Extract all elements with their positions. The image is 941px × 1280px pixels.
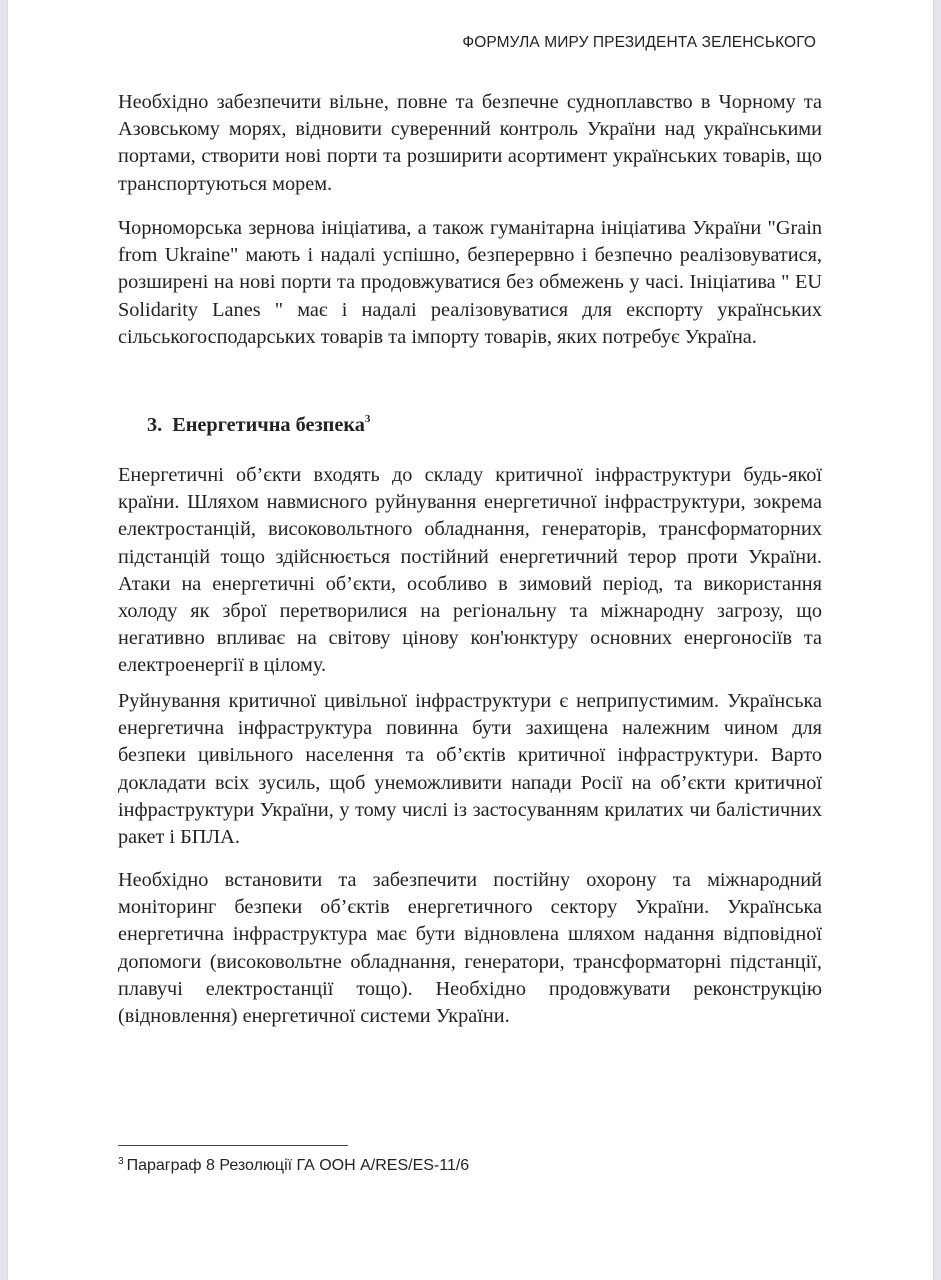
paragraph-grain-initiative: Чорноморська зернова ініціатива, а також гуманітарна ініціатива України "Grain from Ukraine" мають і надалі успішно, безперервно і безпечно реалізовуватися, розширені на нові порти та продовжуватися без обмежень у часі. Ініціатива " EU Solidarity Lanes " має і надалі реалізовуватися для експорту українських сільськогосподарських товарів та імпорту товарів, яких потребує Україна.: [118, 217, 822, 348]
section-title: Енергетична безпека: [172, 414, 365, 436]
section-number: 3.: [147, 414, 163, 436]
paragraph-infrastructure-protection: Руйнування критичної цивільної інфраструктури є неприпустимим. Українська енергетична інфраструктура повинна бути захищена належним чином для безпеки цивільного населення та об’єктів критичної інфраструктури. Варто докладати всіх зусиль, щоб унеможливити напади Росії на об’єкти критичної інфраструктури України, у тому числі із застосуванням крилатих чи балістичних ракет і БПЛА.: [118, 690, 822, 849]
paragraph-energy-objects: Енергетичні об’єкти входять до складу критичної інфраструктури будь-якої країни. Шляхом навмисного руйнування енергетичної інфраструктури, зокрема електростанцій, високовольтного обладнання, генераторів, трансформаторних підстанцій тощо здійснюється постійний енергетичний терор проти України. Атаки на енергетичні об’єкти, особливо в зимовий період, та використання холоду як зброї перетворилися на регіональну та міжнародну загрозу, що негативно впливає на світову цінову кон'юнктуру основних енергоносіїв та електроенергії в цілому.: [118, 464, 822, 677]
paragraph-monitoring-reconstruction: Необхідно встановити та забезпечити постійну охорону та міжнародний моніторинг безпеки об’єктів енергетичного сектору України. Українська енергетична інфраструктура має бути відновлена шляхом надання відповідної допомоги (високовольтне обладнання, генератори, трансформаторні підстанції, плавучі електростанції тощо). Необхідно продовжувати реконструкцію (відновлення) енергетичної системи України.: [118, 869, 822, 1028]
running-header: ФОРМУЛА МИРУ ПРЕЗИДЕНТА ЗЕЛЕНСЬКОГО: [462, 34, 816, 51]
footnote-separator: [118, 1145, 348, 1146]
footnote-reference[interactable]: 3: [364, 413, 371, 425]
footnote-text: Параграф 8 Резолюції ГА ООН A/RES/ES-11/6: [126, 1157, 470, 1174]
footnote-marker: 3: [118, 1156, 124, 1167]
section-heading: [147, 414, 370, 437]
footnote: [118, 1157, 469, 1175]
document-page: [7, 0, 934, 1280]
paragraph-shipping: Необхідно забезпечити вільне, повне та безпечне судноплавство в Чорному та Азовському морях, відновити суверенний контроль України над українськими портами, створити нові порти та розширити асортимент українських товарів, що транспортуються морем.: [118, 91, 822, 195]
